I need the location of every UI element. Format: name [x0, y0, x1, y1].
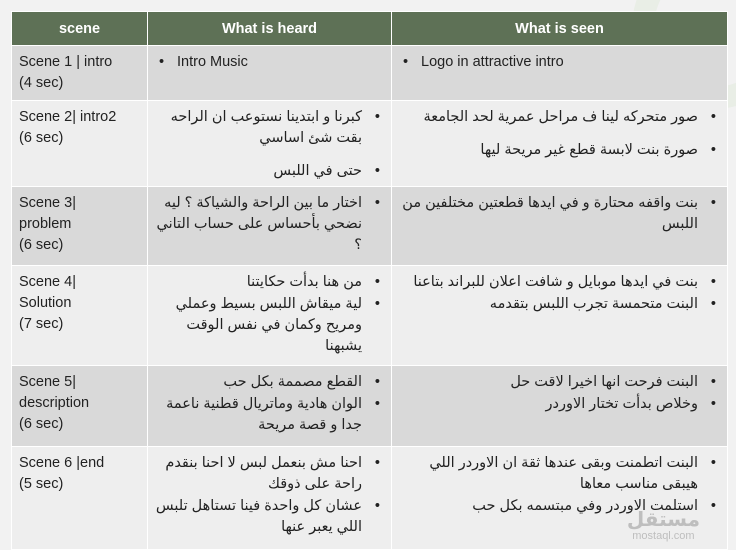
heard-bullet: • لية ميقاش اللبس بسيط وعملي ومريح وكمان في نفس الوقت يشبهنا	[155, 294, 384, 357]
scene-line: (6 sec)	[19, 416, 64, 432]
scene-line: Scene 2| intro2	[19, 109, 117, 125]
seen-bullet: • استلمت الاوردر وفي مبتسمه بكل حب	[399, 496, 720, 517]
table-row	[12, 187, 728, 266]
heard-bullet: • القطع مصممة بكل حب	[155, 372, 384, 393]
scene-cell	[12, 46, 148, 101]
seen-bullet: • وخلاص بدأت تختار الاوردر	[399, 394, 720, 415]
seen-list	[399, 193, 720, 235]
scene-line: (4 sec)	[19, 75, 64, 91]
scene-line: description	[19, 395, 90, 411]
heard-list	[155, 372, 384, 436]
heard-cell	[148, 101, 392, 187]
heard-bullet: • احنا مش بنعمل لبس لا احنا بنقدم راحة على ذوقك	[155, 453, 384, 495]
scene-cell	[12, 366, 148, 447]
heard-cell	[148, 187, 392, 266]
heard-bullet: • الوان هادية وماتريال قطنية ناعمة جدا و قصة مريحة	[155, 394, 384, 436]
mostaql-watermark	[627, 510, 700, 542]
seen-cell	[392, 187, 728, 266]
heard-list	[155, 193, 384, 256]
scene-line: (6 sec)	[19, 130, 64, 146]
scene-line: Scene 6 |end	[19, 455, 105, 471]
seen-bullet: • البنت متحمسة تجرب اللبس بتقدمه	[399, 294, 720, 315]
seen-cell	[392, 101, 728, 187]
watermark-arabic: مستقل	[626, 509, 700, 531]
scene-line: (5 sec)	[19, 476, 64, 492]
scene-line: (7 sec)	[19, 316, 64, 332]
seen-list	[399, 107, 720, 161]
scene-line: Scene 5|	[19, 374, 76, 390]
storyboard-table-wrapper	[11, 11, 728, 550]
seen-cell	[392, 46, 728, 101]
heard-list	[155, 107, 384, 182]
heard-list	[155, 52, 384, 73]
seen-list	[399, 372, 720, 415]
seen-list	[399, 52, 720, 73]
scene-cell	[12, 266, 148, 366]
header-row	[12, 12, 728, 46]
seen-bullet: • صورة بنت لابسة قطع غير مريحة ليها	[399, 140, 720, 161]
seen-list	[399, 453, 720, 517]
heard-list	[155, 272, 384, 357]
scene-line: Scene 3|	[19, 195, 76, 211]
heard-bullet: • اختار ما بين الراحة والشياكة ؟ ليه نضحي بأحساس على حساب التاني ؟	[155, 193, 384, 256]
seen-list	[399, 272, 720, 315]
table-row	[12, 101, 728, 187]
heard-cell	[148, 366, 392, 447]
scene-line: Solution	[19, 295, 72, 311]
storyboard-table	[11, 11, 728, 550]
seen-bullet: • بنت في ايدها موبايل و شافت اعلان للبراند بتاعنا	[399, 272, 720, 293]
scene-line: Scene 1 | intro	[19, 54, 113, 70]
table-row	[12, 447, 728, 550]
seen-bullet: • البنت فرحت انها اخيرا لاقت حل	[399, 372, 720, 393]
heard-bullet: • كبرنا و ابتدينا نستوعب ان الراحه بقت شئ اساسي	[155, 107, 384, 149]
seen-bullet: • صور متحركه لينا ف مراحل عمرية لحد الجامعة	[399, 107, 720, 128]
table-row	[12, 266, 728, 366]
scene-line: Scene 4|	[19, 274, 76, 290]
table-row	[12, 366, 728, 447]
header-seen: What is seen	[392, 12, 728, 46]
heard-cell	[148, 266, 392, 366]
watermark-latin: mostaql.com	[632, 530, 695, 542]
scene-cell	[12, 101, 148, 187]
heard-bullet: • حتى في اللبس	[155, 161, 384, 182]
heard-list	[155, 453, 384, 538]
scene-line: problem	[19, 216, 72, 232]
heard-cell	[148, 46, 392, 101]
scene-cell	[12, 447, 148, 550]
seen-cell	[392, 366, 728, 447]
heard-bullet: • Intro Music	[155, 52, 384, 73]
header-heard: What is heard	[148, 12, 392, 46]
scene-cell	[12, 187, 148, 266]
seen-cell	[392, 266, 728, 366]
header-scene: scene	[12, 12, 148, 46]
seen-bullet: • بنت واقفه محتارة و في ايدها قطعتين مختلفين من اللبس	[399, 193, 720, 235]
heard-bullet: • من هنا بدأت حكايتنا	[155, 272, 384, 293]
heard-bullet: • عشان كل واحدة فينا تستاهل تلبس اللي يعبر عنها	[155, 496, 384, 538]
seen-bullet: • Logo in attractive intro	[399, 52, 720, 73]
seen-bullet: • البنت اتطمنت وبقى عندها ثقة ان الاوردر اللي هيبقى مناسب معاها	[399, 453, 720, 495]
heard-cell	[148, 447, 392, 550]
scene-line: (6 sec)	[19, 237, 64, 253]
table-row	[12, 46, 728, 101]
